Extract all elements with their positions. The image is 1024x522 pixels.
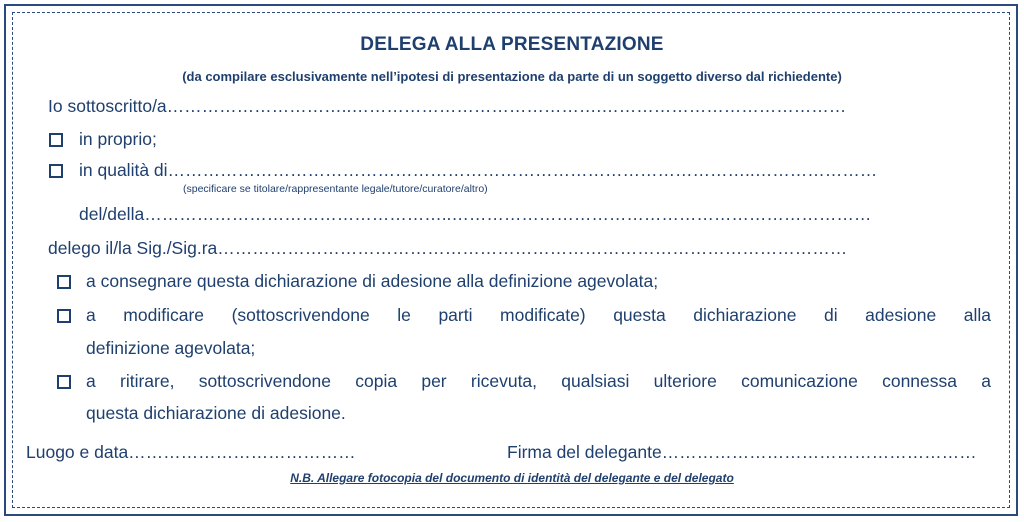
action-modify-line1: a modificare (sottoscrivendone le parti modificate) questa dichiarazione di adesione alla (86, 305, 991, 325)
option-role-field[interactable]: in qualità di………………………………………………………………………………………..………………… (79, 160, 878, 180)
checkbox-collect[interactable] (57, 375, 71, 389)
option-own-label: in proprio; (79, 129, 157, 149)
checkbox-in-proprio[interactable] (49, 133, 63, 147)
checkbox-modify[interactable] (57, 309, 71, 323)
action-collect-line1: a ritirare, sottoscrivendone copia per ricevuta, qualsiasi ulteriore comunicazione connessa a (86, 371, 991, 391)
form-title: DELEGA ALLA PRESENTAZIONE (360, 34, 664, 55)
checkbox-deliver[interactable] (57, 275, 71, 289)
checkbox-in-qualita[interactable] (49, 164, 63, 178)
form-dashed-border (12, 12, 1010, 508)
signer-field[interactable]: Io sottoscritto/a…………………………..…………………………………….…………………………………… (48, 96, 847, 116)
role-note: (specificare se titolare/rappresentante legale/tutore/curatore/altro) (183, 183, 488, 195)
of-field[interactable]: del/della……………………………………………..……………………………………………………………… (79, 204, 872, 224)
nb-note: N.B. Allegare fotocopia del documento di identità del delegante e del delegato (290, 471, 734, 485)
action-modify-line2: definizione agevolata; (86, 338, 256, 358)
form-subtitle: (da compilare esclusivamente nell’ipotesi di presentazione da parte di un soggetto diverso dal richiedente) (182, 69, 842, 84)
signature-field[interactable]: Firma del delegante……………………………………………… (507, 442, 977, 462)
delegate-field[interactable]: delego il/la Sig./Sig.ra……………………………………………………………………………………………… (48, 238, 848, 258)
action-deliver-label: a consegnare questa dichiarazione di adesione alla definizione agevolata; (86, 271, 659, 291)
action-collect-line2: questa dichiarazione di adesione. (86, 403, 346, 423)
place-date-field[interactable]: Luogo e data………………………………… (26, 442, 356, 462)
